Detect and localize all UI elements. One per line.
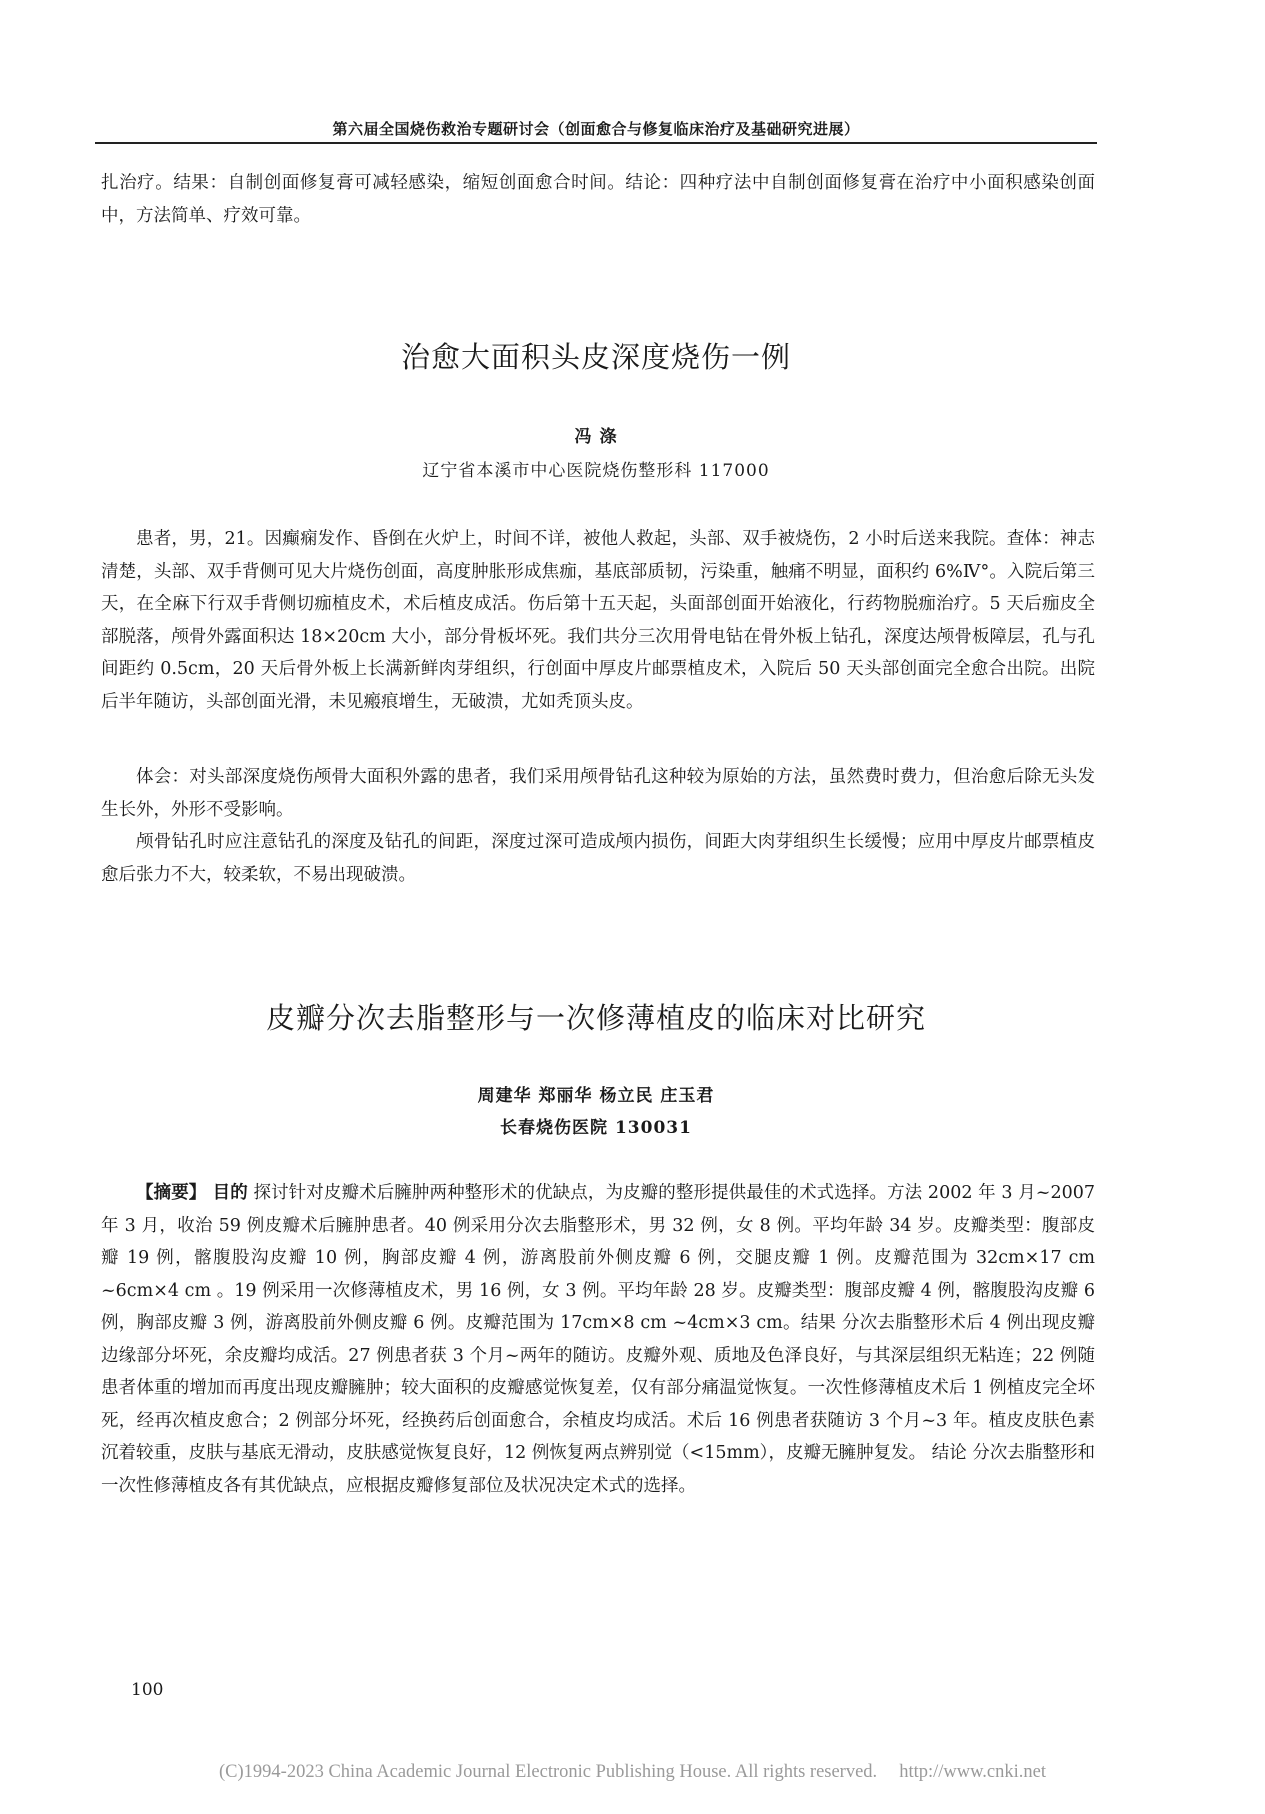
article2-abstract: [101, 1177, 1095, 1502]
article1-paragraph-experience: 体会：对头部深度烧伤颅骨大面积外露的患者，我们采用颅骨钻孔这种较为原始的方法，虽然费时费力，但治愈后除无头发生长外，外形不受影响。: [101, 767, 1095, 820]
abstract-body: 探讨针对皮瓣术后臃肿两种整形术的优缺点，为皮瓣的整形提供最佳的术式选择。方法 2002 年 3 月~2007 年 3 月，收治 59 例皮瓣术后臃肿患者。40 例采用分次去脂整形术，男 32 例，女 8 例。平均年龄 34 岁。皮瓣类型：腹部皮瓣 19 例，髂腹股沟皮瓣 10 例，胸部皮瓣 4 例，游离股前外侧皮瓣 6 例，交腿皮瓣 1 例。皮瓣范围为 32cm×17 cm ~6cm×4 cm 。19 例采用一次修薄植皮术，男 16 例，女 3 例。平均年龄 28 岁。皮瓣类型：腹部皮瓣 4 例，髂腹股沟皮瓣 6 例，胸部皮瓣 3 例，游离股前外侧皮瓣 6 例。皮瓣范围为 17cm×8 cm ~4cm×3 cm。结果 分次去脂整形术后 4 例出现皮瓣边缘部分坏死，余皮瓣均成活。27 例患者获 3 个月~两年的随访。皮瓣外观、质地及色泽良好，与其深层组织无粘连；22 例随患者体重的增加而再度出现皮瓣臃肿；较大面积的皮瓣感觉恢复差，仅有部分痛温觉恢复。一次性修薄植皮术后 1 例植皮完全坏死，经再次植皮愈合；2 例部分坏死，经换药后创面愈合，余植皮均成活。术后 16 例患者获随访 3 个月~3 年。植皮皮肤色素沉着较重，皮肤与基底无滑动，皮肤感觉恢复良好，12 例恢复两点辨别觉（<15mm），皮瓣无臃肿复发。 结论 分次去脂整形和一次性修薄植皮各有其优缺点，应根据皮瓣修复部位及状况决定术式的选择。: [101, 1183, 1095, 1496]
header-rule: [95, 142, 1097, 144]
copyright-text: (C)1994-2023 China Academic Journal Electronic Publishing House. All rights reserved.: [219, 1762, 878, 1782]
article2-authors: 周建华 郑丽华 杨立民 庄玉君: [477, 1086, 715, 1106]
article1-paragraph-notes: 颅骨钻孔时应注意钻孔的深度及钻孔的间距，深度过深可造成颅内损伤，间距大肉芽组织生长缓慢；应用中厚皮片邮票植皮愈后张力不大，较柔软，不易出现破溃。: [101, 832, 1095, 885]
article2-title: 皮瓣分次去脂整形与一次修薄植皮的临床对比研究: [265, 1001, 926, 1035]
footer-url: http://www.cnki.net: [899, 1762, 1046, 1782]
page-number: 100: [131, 1680, 164, 1700]
article2-affiliation: 长春烧伤医院 130031: [500, 1118, 692, 1138]
article1-affiliation: 辽宁省本溪市中心医院烧伤整形科 117000: [422, 461, 770, 481]
article1-title: 治愈大面积头皮深度烧伤一例: [400, 340, 791, 374]
abstract-label: 【摘要】 目的: [136, 1183, 248, 1203]
article1-author: 冯 涤: [574, 427, 618, 447]
copyright-footer: [0, 1762, 1265, 1783]
article1-paragraph-case: 患者，男，21。因癫痫发作、昏倒在火炉上，时间不详，被他人救起，头部、双手被烧伤，2 小时后送来我院。查体：神志清楚，头部、双手背侧可见大片烧伤创面，高度肿胀形成焦痂，基底部质韧，污染重，触痛不明显，面积约 6%Ⅳ°。入院后第三天，在全麻下行双手背侧切痂植皮术，术后植皮成活。伤后第十五天起，头面部创面开始液化，行药物脱痂治疗。5 天后痂皮全部脱落，颅骨外露面积达 18×20cm 大小，部分骨板坏死。我们共分三次用骨电钻在骨外板上钻孔，深度达颅骨板障层，孔与孔间距约 0.5cm，20 天后骨外板上长满新鲜肉芽组织，行创面中厚皮片邮票植皮术，入院后 50 天头部创面完全愈合出院。出院后半年随访，头部创面光滑，未见瘢痕增生，无破溃，尤如秃顶头皮。: [101, 529, 1095, 712]
continued-paragraph: 扎治疗。结果：自制创面修复膏可减轻感染，缩短创面愈合时间。结论：四种疗法中自制创面修复膏在治疗中小面积感染创面中，方法简单、疗效可靠。: [101, 173, 1095, 226]
running-header: 第六届全国烧伤救治专题研讨会（创面愈合与修复临床治疗及基础研究进展）: [332, 120, 860, 138]
